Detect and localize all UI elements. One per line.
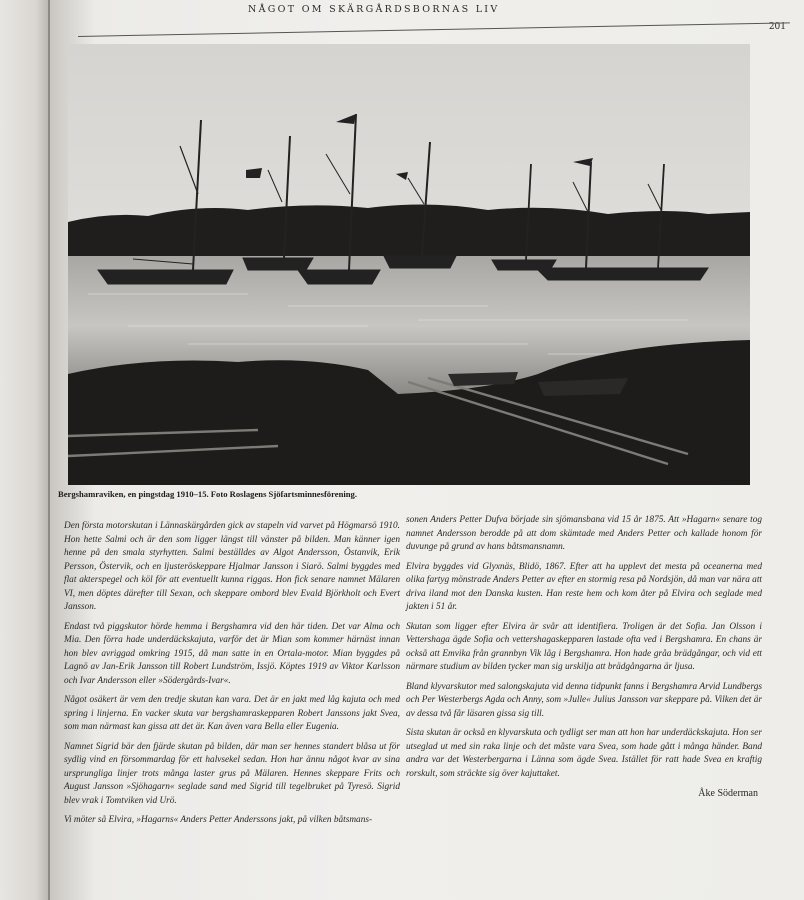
author-signature: Åke Söderman — [698, 788, 758, 799]
photo-illustration — [68, 44, 750, 485]
paragraph: Elvira byggdes vid Glyxnäs, Blidö, 1867. Efter att ha upplevt det mesta på oceanerna med olika fartyg mönstrade Anders Petter av efter en stormig resa på Nordsjön, då man var nära att driva iland mot den Danska kusten. Han reste hem och kom åter på Elvira och seglade med jakten i 51 år. — [406, 561, 762, 612]
running-title: NÅGOT OM SKÄRGÅRDSBORNAS LIV — [248, 4, 500, 15]
boat-salmi — [98, 270, 233, 284]
boat-third — [298, 270, 380, 284]
boat-sofia — [536, 268, 708, 280]
left-text-column — [64, 520, 400, 834]
boat-mia — [243, 258, 313, 270]
header-rule — [78, 22, 790, 37]
harbor-photograph — [68, 44, 750, 485]
paragraph: Bland klyvarskutor med salongskajuta vid denna tidpunkt fanns i Bergshamra Arvid Lundbergs och Per Westerbergs Agda och Anny, som »Julle« Julius Jansson var skeppare på. Vilken det är av dessa två får läsaren gissa sig till. — [406, 681, 762, 719]
paragraph: Namnet Sigrid bär den fjärde skutan på bilden, där man ser hennes standert blåsa ut för sydlig vind en försommardag för ett halvsekel sedan. Hon har ännu något kvar av sina ursprungliga linjer trots många laster grus på Mälaren. Hennes skeppare Frits och August Jansson »Sjöhagarn« seglade sand med Sigrid till tegelbruket på Tyresö. Sigrid blev vrak i Tomtviken vid Urö. — [64, 741, 400, 806]
paragraph: Sista skutan är också en klyvarskuta och tydligt ser man att hon har underdäckskajuta. Hon ser utseglad ut med sin raka linje och det måste vara Svea, som hade gått i många händer. Band andra var det Westerbergarna i Länna som ägde Svea. Istället för ratt hade Svea en kraftig rorskult, som sträckte sig över kajuttaket. — [406, 728, 762, 779]
paragraph: Endast två piggskutor hörde hemma i Bergshamra vid den här tiden. Det var Alma och Mia. Den förra hade underdäckskajuta, varför det är Mian som kommer härnäst innan hon blev avriggad omkring 1915, då man satte in en Ortala-motor. Mian byggdes på Lagnö av Jan-Erik Jansson till Robert Lundström, Issjö. Köptes 1919 av Viktor Karlsson och Ivar Andersson eller »Södergårds-Ivar«. — [64, 621, 400, 686]
photo-caption: Bergshamraviken, en pingstdag 1910–15. Foto Roslagens Sjöfartsminnesförening. — [58, 489, 357, 499]
page-number: 201 — [768, 22, 786, 32]
right-text-column — [406, 514, 762, 801]
boat-sigrid — [384, 256, 456, 268]
paragraph: Skutan som ligger efter Elvira är svår att identifiera. Troligen är det Sofia. Jan Olsson i Vettershaga ägde Sofia och vettershagaskepparen lastade ofta ved i Bergshamra. En chans är också att Emvika från grannbyn Vik låg i Bergshamra. Hon hade gråa brädgångar, och vid ett närmare studium av bilden tycker man sig urskilja att brädgångarna är ljusa. — [406, 621, 762, 672]
paragraph: Den första motorskutan i Lännaskärgården gick av stapeln vid varvet på Högmarsö 1910. Hon hette Salmi och är den som ligger längst till vänster på bilden. Man känner igen henne på den smala styrhytten. Salmi beställdes av Algot Andersson, Östanvik, Erik Persson, Östervik, och en ljusteröskeppare Hjalmar Jansson i Siarö. Salmi byggdes med flat akterspegel och köl för att eventuellt kunna riggas. Hon fick senare namnet Mälaren VI, men döptes därefter till Sexan, och skeppare ombord blev Evald Björkholt och Evert Jansson. — [64, 521, 400, 612]
paragraph: sonen Anders Petter Dufva började sin sjömansbana vid 15 år 1875. Att »Hagarn« senare tog namnet Andersson berodde på att dom skämtade med Anders Petter och kallade honom för duvunge på grund av hans båtsmansnamn. — [406, 515, 762, 552]
paragraph: Något osäkert är vem den tredje skutan kan vara. Det är en jakt med låg kajuta och med spring i linjerna. En vacker skuta var bergshamraskepparen Robert Janssons jakt Svea, som man närmast kan gissa att det är. Kan även vara Bella eller Eugenia. — [64, 695, 400, 732]
book-page — [48, 0, 804, 900]
paragraph: Vi möter så Elvira, »Hagarns« Anders Petter Anderssons jakt, på vilken båtsmans- — [64, 815, 373, 825]
far-shore-treeline — [68, 204, 750, 258]
